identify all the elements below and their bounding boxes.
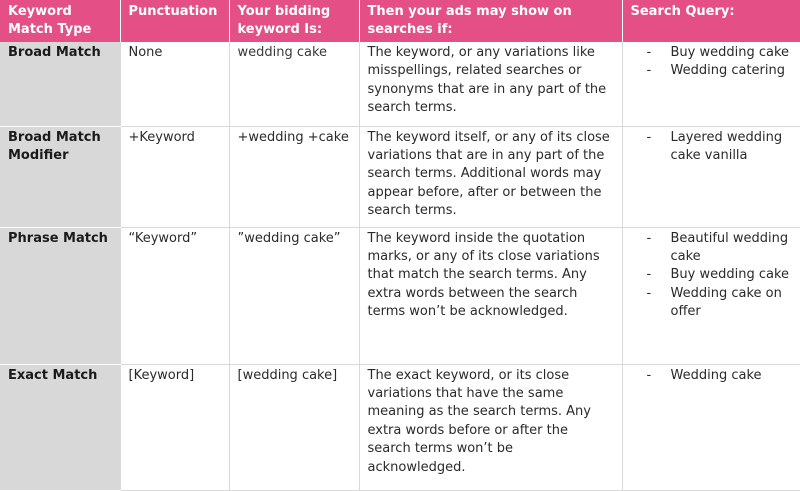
- query-list: [631, 230, 793, 322]
- table-row: [0, 42, 800, 126]
- table-row: [0, 126, 800, 227]
- header-bidding-keyword: Your bidding keyword Is:: [229, 0, 359, 42]
- header-search-query: Search Query:: [622, 0, 800, 42]
- header-show-condition: Then your ads may show on searches if:: [359, 0, 622, 42]
- condition-cell: The keyword itself, or any of its close variations that are in any part of the search terms. Additional words may appear before, after or between the search terms.: [359, 126, 622, 227]
- query-item: - Wedding cake on offer: [631, 285, 793, 322]
- keyword-cell: +wedding +cake: [229, 126, 359, 227]
- table-row: [0, 227, 800, 364]
- match-type-cell: Phrase Match: [0, 227, 120, 364]
- queries-cell: [622, 126, 800, 227]
- match-type-cell: Exact Match: [0, 364, 120, 490]
- table-header: [0, 0, 800, 42]
- queries-cell: [622, 42, 800, 126]
- query-item: - Beautiful wedding cake: [631, 230, 793, 267]
- header-punctuation: Punctuation: [120, 0, 229, 42]
- queries-cell: [622, 227, 800, 364]
- table-row: [0, 364, 800, 490]
- condition-cell: The keyword, or any variations like misspellings, related searches or synonyms that are in any part of the search terms.: [359, 42, 622, 126]
- punctuation-cell: “Keyword”: [120, 227, 229, 364]
- query-item: - Wedding cake: [631, 367, 793, 385]
- keyword-cell: ”wedding cake”: [229, 227, 359, 364]
- match-type-cell: Broad Match: [0, 42, 120, 126]
- keyword-cell: wedding cake: [229, 42, 359, 126]
- table-body: [0, 42, 800, 490]
- query-list: [631, 44, 793, 81]
- query-list: [631, 367, 793, 385]
- condition-cell: The exact keyword, or its close variations that have the same meaning as the search terms. Any extra words before or after the search terms won’t be acknowledged.: [359, 364, 622, 490]
- condition-cell: The keyword inside the quotation marks, or any of its close variations that match the search terms. Any extra words between the search terms won’t be acknowledged.: [359, 227, 622, 364]
- match-type-cell: Broad Match Modifier: [0, 126, 120, 227]
- keyword-cell: [wedding cake]: [229, 364, 359, 490]
- queries-cell: [622, 364, 800, 490]
- query-list: [631, 129, 793, 166]
- query-item: - Buy wedding cake: [631, 44, 793, 62]
- punctuation-cell: [Keyword]: [120, 364, 229, 490]
- header-row: [0, 0, 800, 42]
- query-item: - Wedding catering: [631, 62, 793, 80]
- punctuation-cell: None: [120, 42, 229, 126]
- header-match-type: Keyword Match Type: [0, 0, 120, 42]
- query-item: - Layered wedding cake vanilla: [631, 129, 793, 166]
- query-item: - Buy wedding cake: [631, 266, 793, 284]
- punctuation-cell: +Keyword: [120, 126, 229, 227]
